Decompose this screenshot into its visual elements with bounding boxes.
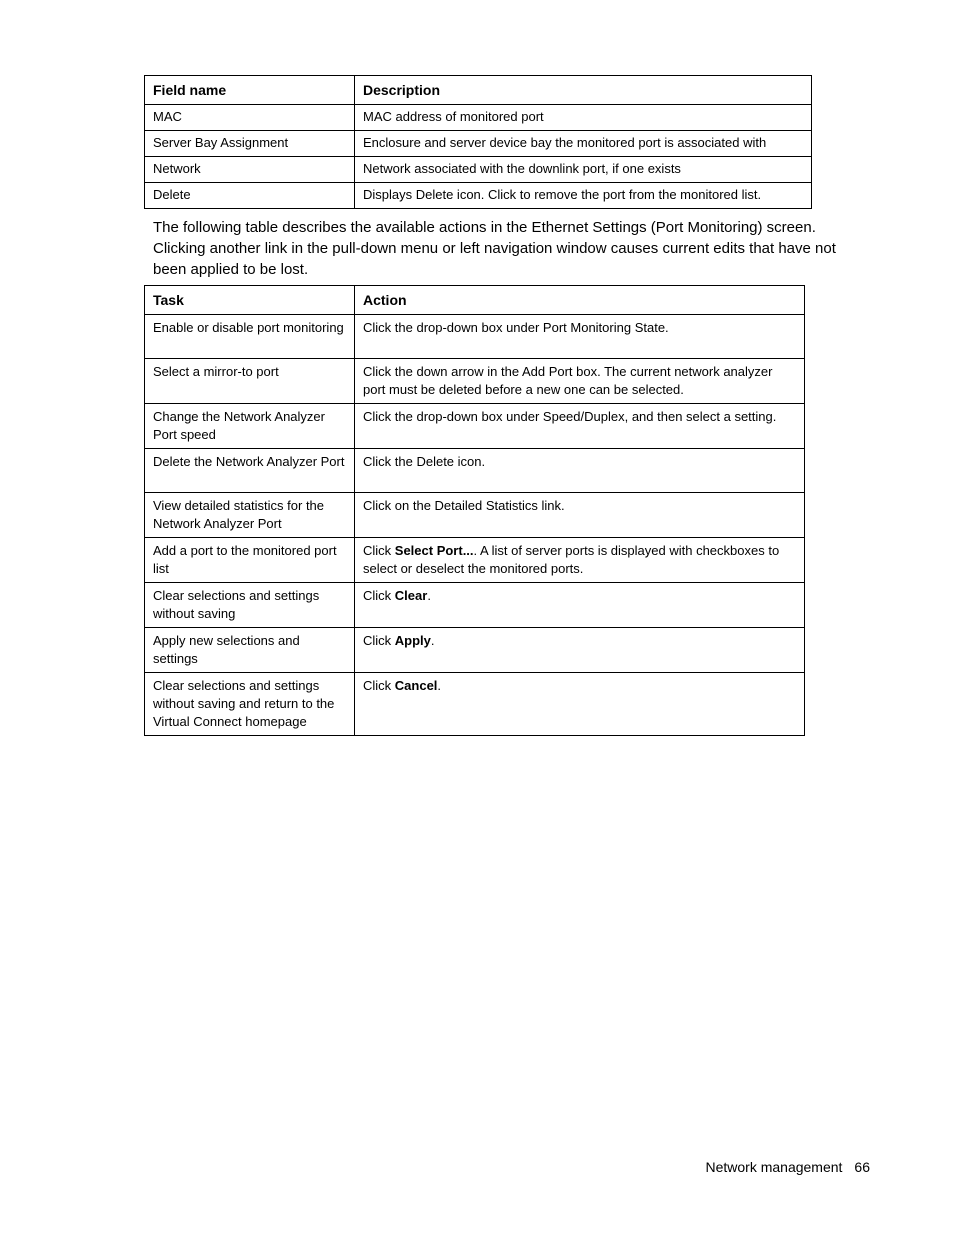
field-description-cell: Enclosure and server device bay the monitored port is associated with: [355, 131, 812, 157]
action-cell: [355, 538, 805, 583]
table-row: [145, 359, 805, 404]
field-description-cell: MAC address of monitored port: [355, 105, 812, 131]
table-row: [145, 105, 812, 131]
column-header-description: Description: [355, 76, 812, 105]
table-row: [145, 673, 805, 736]
footer-section-title: Network management: [705, 1159, 843, 1175]
action-text: Click: [363, 588, 395, 603]
table-header-row: [145, 286, 805, 315]
table-row: [145, 583, 805, 628]
action-cell: [355, 628, 805, 673]
action-ui-term: Apply: [394, 633, 431, 648]
task-action-table: [144, 285, 805, 736]
task-cell: Apply new selections and settings: [145, 628, 355, 673]
action-text: Click: [363, 633, 395, 648]
task-cell: Clear selections and settings without saving and return to the Virtual Connect homepage: [145, 673, 355, 736]
field-description-table: [144, 75, 812, 209]
action-ui-term: Clear: [394, 588, 428, 603]
table-row: [145, 157, 812, 183]
page-number: 66: [854, 1159, 870, 1175]
table-row: [145, 449, 805, 493]
task-cell: Change the Network Analyzer Port speed: [145, 404, 355, 449]
action-cell: Click the Delete icon.: [355, 449, 805, 493]
page-footer: [705, 1158, 870, 1176]
action-text: .: [437, 678, 442, 693]
field-name-cell: MAC: [145, 105, 355, 131]
task-cell: Enable or disable port monitoring: [145, 315, 355, 359]
field-name-cell: Delete: [145, 183, 355, 209]
column-header-action: Action: [355, 286, 805, 315]
field-description-cell: Displays Delete icon. Click to remove the port from the monitored list.: [355, 183, 812, 209]
action-cell: [355, 673, 805, 736]
table-row: [145, 183, 812, 209]
action-ui-term: Cancel: [394, 678, 438, 693]
table-row: [145, 315, 805, 359]
field-description-cell: Network associated with the downlink port, if one exists: [355, 157, 812, 183]
table-row: [145, 538, 805, 583]
action-text: .: [430, 633, 435, 648]
action-cell: Click the drop-down box under Speed/Duplex, and then select a setting.: [355, 404, 805, 449]
action-cell: Click the down arrow in the Add Port box. The current network analyzer port must be deleted before a new one can be selected.: [355, 359, 805, 404]
field-name-cell: Server Bay Assignment: [145, 131, 355, 157]
table-row: [145, 131, 812, 157]
task-cell: Clear selections and settings without saving: [145, 583, 355, 628]
action-text: . A list of server ports is displayed with checkboxes to select or deselect the monitored ports.: [363, 543, 780, 576]
action-cell: Click on the Detailed Statistics link.: [355, 493, 805, 538]
task-cell: Delete the Network Analyzer Port: [145, 449, 355, 493]
action-ui-term: Select Port...: [394, 543, 474, 558]
table-row: [145, 493, 805, 538]
action-text: .: [427, 588, 431, 603]
table-row: [145, 628, 805, 673]
table-header-row: [145, 76, 812, 105]
field-name-cell: Network: [145, 157, 355, 183]
intro-paragraph: The following table describes the available actions in the Ethernet Settings (Port Monitoring) screen. Clicking another link in the pull-down menu or left navigation window causes current edits that have not been applied to be lost.: [153, 219, 836, 278]
action-cell: Click the drop-down box under Port Monitoring State.: [355, 315, 805, 359]
column-header-task: Task: [145, 286, 355, 315]
task-cell: View detailed statistics for the Network Analyzer Port: [145, 493, 355, 538]
action-text: Click: [363, 678, 395, 693]
table-row: [145, 404, 805, 449]
task-cell: Select a mirror-to port: [145, 359, 355, 404]
action-cell: [355, 583, 805, 628]
task-cell: Add a port to the monitored port list: [145, 538, 355, 583]
action-text: Click: [363, 543, 395, 558]
column-header-field-name: Field name: [145, 76, 355, 105]
